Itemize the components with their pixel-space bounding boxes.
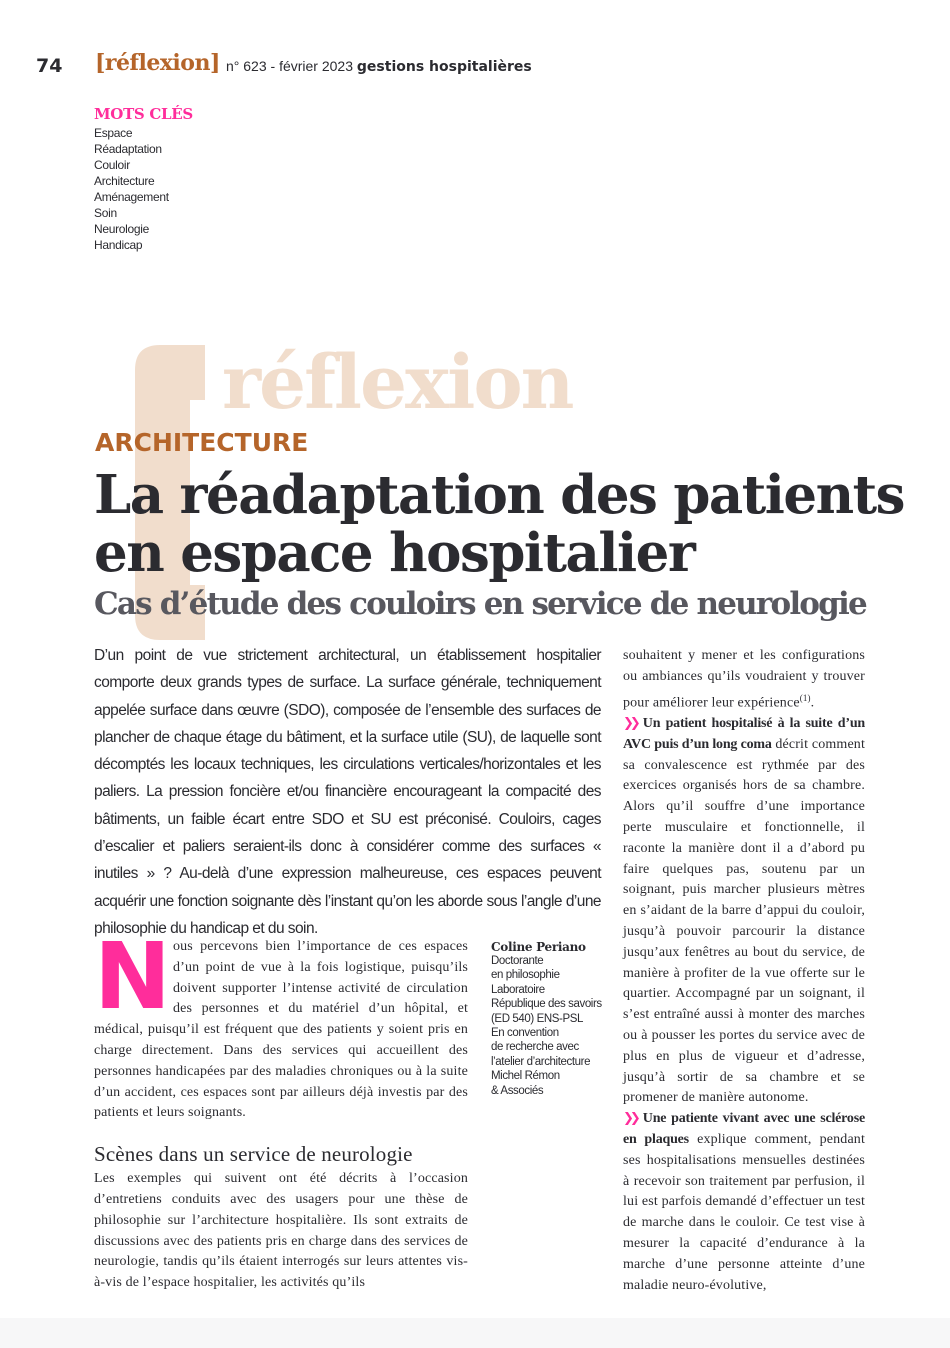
author-line: En convention	[491, 1027, 559, 1040]
body-paragraph	[623, 646, 865, 714]
double-chevron-right-icon: ❯❯	[623, 716, 637, 732]
intro-paragraph: D’un point de vue strictement architectural, un établissement hospitalier comporte deux grands types de surface. La surface générale, techniquement appelée surface dans œuvre (SDO), composée de l’ensemble des surfaces de plancher de chaque étage du bâtiment, et la surface utile (SU), de laquelle sont décomptés les locaux techniques, les circulations verticales/horizontales et les paliers. La pression foncière et/ou financière encourageant la compacité des bâtiments, un faible écart entre SDO et SU est préconisé. Couloirs, cages d’escalier et paliers seraient-ils donc à considérer comme des surfaces « inutiles » ? Au-delà d’une expression malheureuse, ces espaces peuvent acquérir une fonction soignante dès l’instant qu’on les aborde sous l’angle d’une philosophie du handicap et du soin.	[94, 647, 601, 937]
title-line: La réadaptation des patients	[94, 464, 904, 526]
page-number: 74	[36, 55, 63, 77]
paragraph-text: souhaitent y mener et les configurations ou ambiances qu’ils voudraient y trouver pour améliorer leur expérience	[623, 648, 865, 711]
author-line: (ED 540) ENS-PSL	[491, 1012, 584, 1025]
section-heading: Scènes dans un service de neurologie	[94, 1142, 413, 1167]
article-subtitle: Cas d’étude des couloirs en service de neurologie	[94, 586, 866, 622]
author-line: l’atelier d’architecture	[491, 1055, 591, 1068]
case-lead: Un patient hospitalisé à la suite d’un AVC puis d’un long coma	[623, 716, 865, 752]
keyword: Architecture	[94, 174, 155, 188]
author-line: République des savoirs	[491, 998, 602, 1011]
footnote-ref: (1)	[799, 692, 811, 703]
case-text: décrit comment sa convalescence est rythmée par des exercices organisés hors de sa chambre. Alors qu’il souffre d’une importance perte musculaire et fonctionnelle, il raconte la manière dont il a d’abord pu faire quelques pas, soutenu par un soignant, puis marcher plusieurs mètres en s’aidant de la barre d’appui du couloir, jusqu’à pouvoir parcourir la distance jusqu’aux fenêtres au bout du service, de manière à profiter de la vue offerte sur le quartier. Accompagné par un soignant, il s’est entraîné aussi à monter des marches ou à pousser les portes du service avec de plus en plus de vigueur et d’adresse, jusqu’à sortir de sa chambre et se promener de manière autonome.	[623, 736, 865, 1106]
keywords-title: MOTS CLÉS	[94, 105, 193, 123]
publication-name: gestions hospitalières	[356, 59, 532, 75]
keyword: Espace	[94, 126, 133, 140]
author-line: Laboratoire	[491, 983, 545, 996]
page-bottom-margin	[0, 1318, 950, 1348]
body-paragraph: Les exemples qui suivent ont été décrits à l’occasion d’entretiens conduits avec des usagers pour une thèse de philosophie sur l’architecture hospitalière. Ils sont extraits de discussions avec des patients pris en charge dans des services de neurologie, tandis qu’ils étaient interrogés sur leurs attentes vis-à-vis de l’espace hospitalier, les activités qu’ils	[94, 1171, 468, 1291]
right-column	[623, 646, 865, 1296]
title-line: en espace hospitalier	[94, 522, 695, 584]
body-paragraph: ous percevons bien l’importance de ces espaces d’un point de vue à la fois logistique, puisqu’ils doivent supporter l’intense activité de circulation des personnes et du matériel d’un hôpital, et médical, puisqu’il est fréquent que des patients y soient pris en charge directement. Dans des services qui accueillent des personnes handicapées par des maladies chroniques ou à la suite d’un accident, ces espaces sont par ailleurs déjà investis par des patients et leurs soignants.	[94, 939, 468, 1121]
keyword: Handicap	[94, 238, 143, 252]
keyword: Couloir	[94, 158, 130, 172]
drop-cap: N	[94, 923, 167, 1030]
author-line: Michel Rémon	[491, 1070, 560, 1083]
left-column	[94, 923, 468, 1294]
keyword: Neurologie	[94, 222, 150, 236]
watermark-reflexion: réflexion	[222, 340, 573, 426]
double-chevron-right-icon: ❯❯	[623, 1111, 637, 1127]
rubric-label: [réflexion]	[95, 50, 220, 76]
issue-number: n° 623 - février 2023	[226, 58, 354, 74]
author-line: en philosophie	[491, 969, 560, 982]
author-line: & Associés	[491, 1084, 544, 1097]
author-line: de recherche avec	[491, 1041, 579, 1054]
keyword: Soin	[94, 206, 117, 220]
issue-info	[226, 58, 532, 75]
author-box	[491, 940, 611, 1098]
case-text: explique comment, pendant ses hospitalisations mensuelles destinées à recevoir son traitement par perfusion, il lui est parfois demandé d’effectuer un test de marche dans le couloir. Ce test vise à mesurer la capacité d’endurance à la marche d’une personne atteinte d’une maladie neuro-évolutive,	[623, 1131, 865, 1293]
keyword: Réadaptation	[94, 142, 162, 156]
keyword: Aménagement	[94, 190, 169, 204]
section-label: ARCHITECTURE	[95, 428, 309, 457]
case-paragraph	[623, 714, 865, 1109]
author-line: Doctorante	[491, 955, 544, 967]
article-title	[94, 466, 914, 582]
author-name: Coline Periano	[491, 940, 586, 954]
case-paragraph	[623, 1109, 865, 1296]
case-lead: Une patiente vivant avec une sclérose en plaques	[623, 1111, 865, 1147]
keywords-box	[94, 105, 193, 253]
paragraph-end: .	[810, 695, 815, 711]
